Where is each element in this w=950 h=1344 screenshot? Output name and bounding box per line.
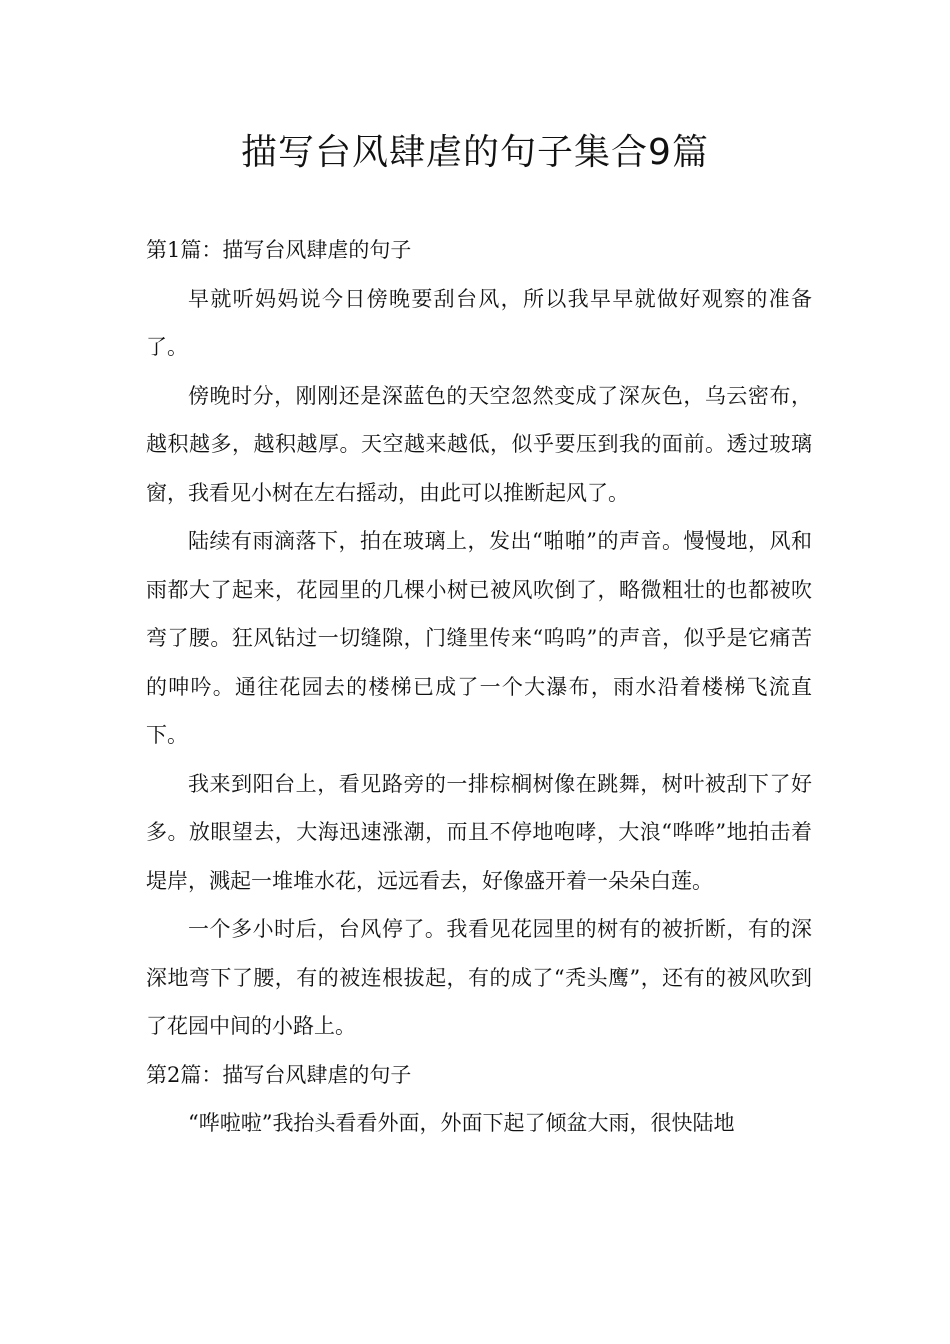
paragraph: 早就听妈妈说今日傍晚要刮台风，所以我早早就做好观察的准备了。 [146, 286, 812, 359]
paragraph: “哗啦啦”我抬头看看外面，外面下起了倾盆大雨，很快陆地 [188, 1111, 735, 1135]
document-title: 描写台风肆虐的句子集合9篇 [241, 132, 709, 173]
paragraph: 陆续有雨滴落下，拍在玻璃上，发出“啪啪”的声音。慢慢地，风和雨都大了起来，花园里的几棵小树已被风吹倒了，略微粗壮的也都被吹弯了腰。狂风钻过一切缝隙，门缝里传来“呜呜”的声音，似乎是它痛苦的呻吟。通往花园去的楼梯已成了一个大瀑布，雨水沿着楼梯飞流直下。 [146, 529, 812, 747]
paragraph: 一个多小时后，台风停了。我看见花园里的树有的被折断，有的深深地弯下了腰，有的被连根拔起，有的成了“秃头鹰”，还有的被风吹到了花园中间的小路上。 [146, 917, 812, 1038]
section-heading: 第1篇：描写台风肆虐的句子 [146, 238, 412, 262]
section-heading: 第2篇：描写台风肆虐的句子 [146, 1062, 412, 1087]
paragraph: 我来到阳台上，看见路旁的一排棕榈树像在跳舞，树叶被刮下了好多。放眼望去，大海迅速涨潮，而且不停地咆哮，大浪“哗哗”地拍击着堤岸，溅起一堆堆水花，远远看去，好像盛开着一朵朵白莲。 [146, 771, 812, 893]
paragraph: 傍晚时分，刚刚还是深蓝色的天空忽然变成了深灰色，乌云密布，越积越多，越积越厚。天空越来越低，似乎要压到我的面前。透过玻璃窗，我看见小树在左右摇动，由此可以推断起风了。 [146, 383, 812, 505]
document-body [146, 226, 812, 1148]
